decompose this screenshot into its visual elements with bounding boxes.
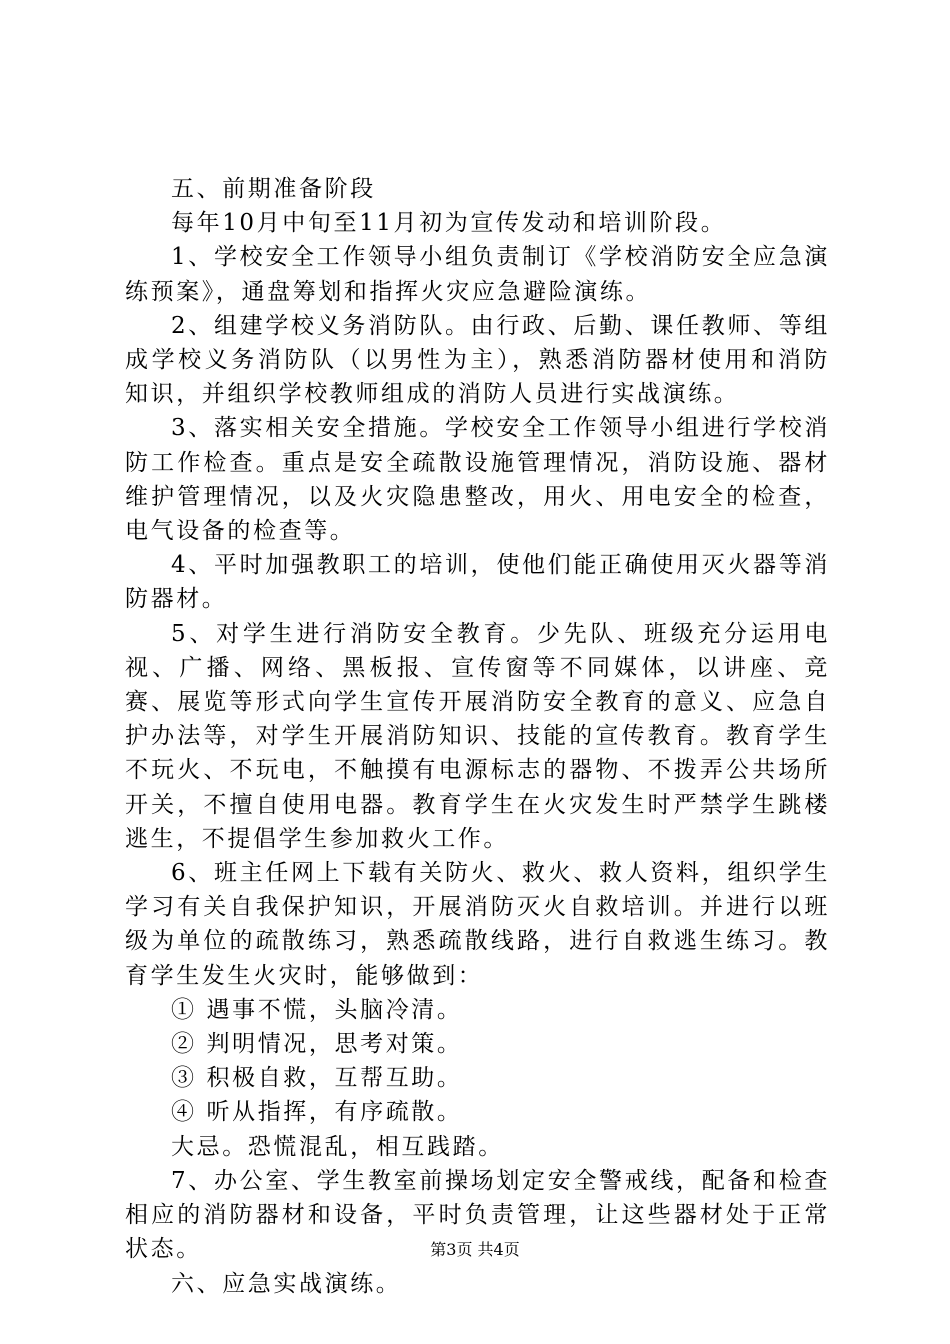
page-footer: 第3页 共4页: [430, 1240, 520, 1259]
section-heading-preparation: 五、前期准备阶段: [171, 176, 376, 202]
list-item-4: ④ 听从指挥，有序疏散。: [171, 1099, 463, 1126]
paragraph-item-3: 3、落实相关安全措施。学校安全工作领导小组进行学校消防工作检查。重点是安全疏散设施管理情况，消防设施、器材维护管理情况，以及火灾隐患整改，用火、用电安全的检查，电气设备的检查等。: [125, 415, 830, 545]
document-body: [125, 172, 830, 1301]
paragraph-taboo: 大忌。恐慌混乱，相互践踏。: [171, 1133, 504, 1160]
list-item-1: ① 遇事不慌，头脑冷清。: [171, 996, 463, 1023]
paragraph-item-4: 4、平时加强教职工的培训，使他们能正确使用灭火器等消防器材。: [125, 552, 830, 613]
list-item-2: ② 判明情况，思考对策。: [171, 1031, 463, 1058]
paragraph-item-1: 1、学校安全工作领导小组负责制订《学校消防安全应急演练预案》，通盘筹划和指挥火灾应急避险演练。: [125, 244, 830, 305]
paragraph-item-2: 2、组建学校义务消防队。由行政、后勤、课任教师、等组成学校义务消防队（以男性为主），熟悉消防器材使用和消防知识，并组织学校教师组成的消防人员进行实战演练。: [125, 312, 830, 408]
paragraph-item-6: 6、班主任网上下载有关防火、救火、救人资料，组织学生学习有关自我保护知识，开展消防灭火自救培训。并进行以班级为单位的疏散练习，熟悉疏散线路，进行自救逃生练习。教育学生发生火灾时，能够做到：: [125, 860, 830, 989]
paragraph-schedule: 每年10月中旬至11月初为宣传发动和培训阶段。: [171, 210, 727, 237]
section-heading-drill: 六、应急实战演练。: [171, 1270, 402, 1297]
paragraph-item-5: 5、对学生进行消防安全教育。少先队、班级充分运用电视、广播、网络、黑板报、宣传窗等不同媒体，以讲座、竞赛、展览等形式向学生宣传开展消防安全教育的意义、应急自护办法等，对学生开展消防知识、技能的宣传教育。教育学生不玩火、不玩电，不触摸有电源标志的器物、不拨弄公共场所开关，不擅自使用电器。教育学生在火灾发生时严禁学生跳楼逃生，不提倡学生参加救火工作。: [125, 620, 830, 852]
paragraph-item-7: 7、办公室、学生教室前操场划定安全警戒线，配备和检查相应的消防器材和设备，平时负责管理，让这些器材处于正常状态。: [125, 1167, 830, 1263]
list-item-3: ③ 积极自救，互帮互助。: [171, 1065, 463, 1092]
